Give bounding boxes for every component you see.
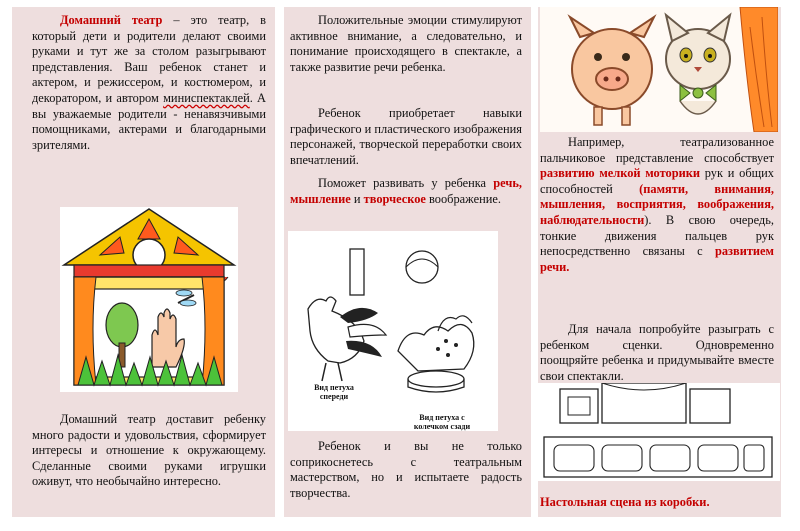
column-2 bbox=[284, 7, 531, 517]
finger-puppets-illustration bbox=[540, 7, 778, 132]
theatre-house-illustration bbox=[60, 207, 238, 392]
paragraph-creativity: Ребенок и вы не только соприкоснетесь с театральным мастерством, но и испытаете радость творчества. bbox=[290, 439, 522, 500]
paragraph-develop: Поможет развивать у ребенка речь, мышление и творческое воображение. bbox=[290, 176, 522, 206]
intro-paragraph: Домашний театр – это театр, в который дети и родители делают своими руками и тут же за столом разыгрывают представления. Ваш ребенок станет и актером, и режиссером, и костюмером, и декоратором, и автором миниспектаклей. А вы уважаемые родители - ненавязчивыми помощниками, актерами и благодарными зрителями. bbox=[32, 13, 266, 152]
rooster-craft-illustration bbox=[288, 231, 498, 431]
column-3 bbox=[538, 7, 781, 517]
bottom-paragraph: Домашний театр доставит ребенку много радости и удовольствия, сформирует интересы и отношение к окружающему. Сделанные своими руками игрушки оживут, что необычайно интересно. bbox=[32, 412, 266, 489]
caption-rooster-back: Вид петуха с колечком сзади bbox=[413, 413, 471, 431]
caption-box-stage: Настольная сцена из коробки. bbox=[540, 495, 710, 509]
paragraph-start: Для начала попробуйте разыграть с ребенком сценки. Одновременно поощряйте ребенка и придумывайте вместе свои спектакли. bbox=[540, 322, 774, 383]
paragraph-emotions: Положительные эмоции стимулируют активное внимание, а следовательно, и понимание происходящего в спектакле, а также развитие речи ребенка. bbox=[290, 13, 522, 74]
caption-rooster-front: Вид петуха спереди bbox=[314, 383, 354, 401]
box-stage-illustration bbox=[538, 383, 780, 481]
column-1 bbox=[12, 7, 275, 517]
paragraph-skills: Ребенок приобретает навыки графического и пластического изображения персонажей, творческой переработки своих впечатлений. bbox=[290, 106, 522, 167]
paragraph-finger-theatre: Например, театрализованное пальчиковое представление способствует развитию мелкой моторики рук и общих способностей (памяти, внимания, мышления, восприятия, воображения, наблюдательности). В свою очередь, тонкие движения пальцев рук непосредственно связаны с развитием речи. bbox=[540, 135, 774, 274]
term-home-theatre: Домашний театр bbox=[60, 13, 163, 27]
